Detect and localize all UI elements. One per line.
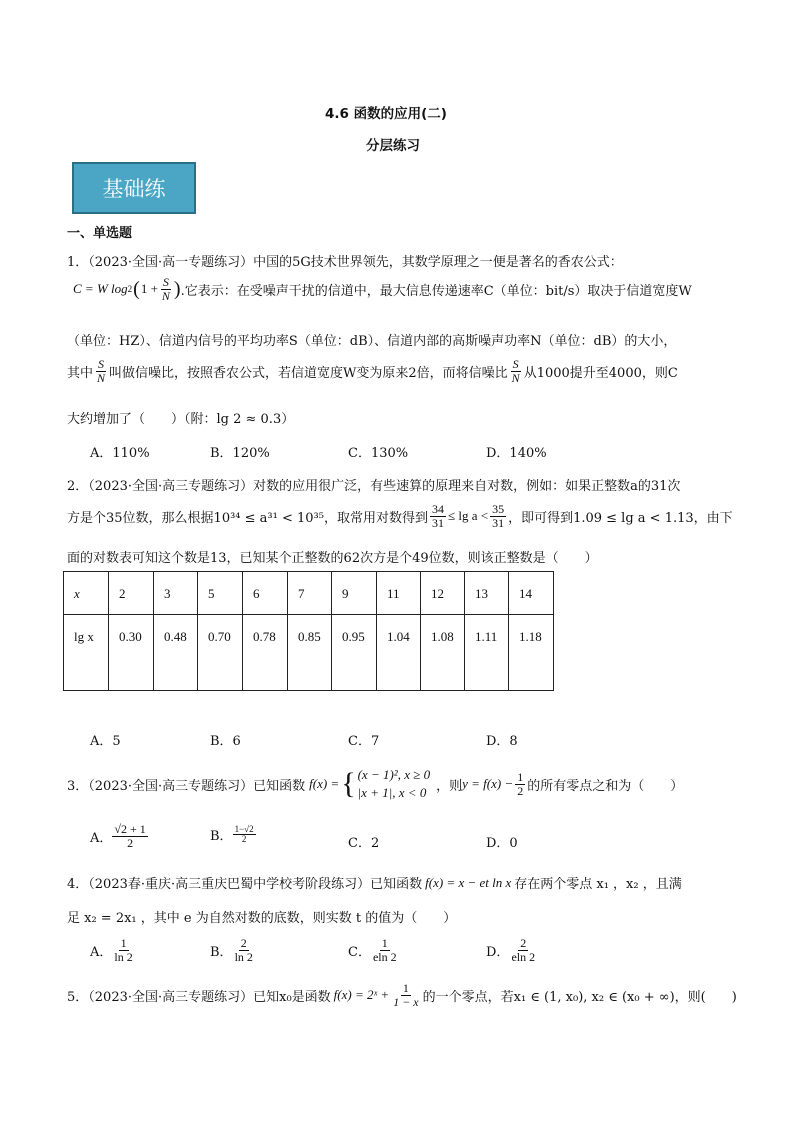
table-cell: 6	[243, 572, 288, 615]
table-row	[64, 572, 554, 615]
table-cell: 11	[377, 572, 421, 615]
q2-option-a[interactable]: A．5	[90, 734, 121, 749]
q4-option-d-den: eln 2	[511, 949, 536, 964]
q1-line3: （单位：HZ）、信道内信号的平均功率S（单位：dB）、信道内部的高斯噪声功率N（单位：dB）的大小，	[67, 334, 677, 349]
q1-snr-den: N	[97, 370, 106, 385]
q3-brace: {	[341, 767, 356, 800]
q3-half	[515, 771, 525, 797]
q3-option-b-label: B．	[210, 829, 233, 845]
q2-option-b[interactable]: B．6	[210, 734, 241, 749]
q3-half-den: 2	[517, 783, 524, 798]
q4-option-c-label: C．	[348, 944, 371, 960]
q4-option-d-fraction	[509, 937, 537, 963]
q3-option-b-num: 1−√2	[234, 824, 254, 834]
table-cell: 13	[465, 572, 509, 615]
q5-line	[67, 982, 737, 1008]
q1-line5: 大约增加了（ ）（附：lg 2 ≈ 0.3）	[67, 412, 295, 427]
q3-cases	[358, 766, 431, 801]
q5-fraction	[391, 982, 420, 1008]
table-cell: 0.70	[198, 615, 243, 691]
table-cell: 1.18	[509, 615, 554, 691]
q4-option-a-den: ln 2	[114, 949, 133, 964]
q1-line4	[67, 358, 678, 384]
q1-line2	[73, 276, 692, 302]
table-cell: 2	[109, 572, 154, 615]
q1-frac-num: S	[162, 275, 169, 289]
q3-prefix: 3．（2023·全国·高三专题练习）已知函数	[67, 778, 306, 794]
q3-fx: f(x) =	[309, 776, 340, 791]
q4-option-c[interactable]	[348, 937, 399, 963]
q4-option-d-label: D．	[486, 944, 510, 960]
q1-option-c[interactable]: C．130%	[348, 446, 409, 461]
q2-line2	[67, 503, 733, 529]
table-cell: 3	[154, 572, 198, 615]
q2-frac1-den: 31	[431, 515, 444, 530]
q1-one-plus: 1 +	[140, 281, 158, 297]
table-cell: 0.95	[332, 615, 377, 691]
q1-frac-den: N	[161, 288, 170, 303]
table-cell: 0.78	[243, 615, 288, 691]
q1-option-b[interactable]: B．120%	[210, 446, 270, 461]
table-cell: 14	[509, 572, 554, 615]
table-cell: 1.08	[421, 615, 465, 691]
q3-option-c[interactable]: C．2	[348, 836, 380, 851]
q3-option-a-den: 2	[127, 835, 134, 850]
page-subtitle: 分层练习	[366, 138, 420, 154]
q5-function: f(x) = 2ˣ +	[333, 987, 390, 1003]
q3-option-a-num: √2 + 1	[114, 822, 146, 836]
table-cell: 1.04	[377, 615, 421, 691]
q1-snr-fraction	[95, 358, 107, 384]
q4-option-a-label: A．	[90, 944, 113, 960]
q1-option-d[interactable]: D．140%	[486, 446, 547, 461]
q4-option-a[interactable]	[90, 937, 135, 963]
q3-option-a-label: A．	[90, 830, 113, 846]
q1-paren-close: )	[173, 277, 181, 300]
q4-line1-b: 存在两个零点 x₁ ，x₂ ，且满	[514, 877, 682, 892]
log-table	[63, 571, 554, 691]
q4-option-c-fraction	[371, 937, 399, 963]
page-title: 4.6 函数的应用(二)	[325, 106, 447, 122]
table-cell: 7	[288, 572, 332, 615]
q4-line1	[67, 873, 682, 892]
q2-line2-b: ，即可得到1.09 ≤ lg a < 1.13，由下	[508, 510, 733, 526]
q3-suffix: 的所有零点之和为（ ）	[527, 778, 684, 794]
table-cell: 0.48	[154, 615, 198, 691]
table-cell: x	[64, 572, 109, 615]
table-cell: 0.30	[109, 615, 154, 691]
q3-option-d[interactable]: D．0	[486, 836, 518, 851]
q5-frac-num: 1	[402, 981, 409, 995]
q3-option-b-fraction	[233, 825, 256, 845]
q2-line1: 2．（2023·全国·高三专题练习）对数的应用很广泛，有些速算的原理来自对数，例如：如果正整数a的31次	[67, 479, 681, 494]
level-banner: 基础练	[72, 162, 196, 214]
q1-snr2-den: N	[511, 370, 520, 385]
q3-line	[67, 764, 683, 804]
q2-mid: ≤ lg a <	[447, 508, 489, 524]
q4-option-b-fraction	[233, 937, 255, 963]
q1-line4-a: 其中	[67, 365, 94, 381]
q1-line4-b: 叫做信噪比，按照香农公式，若信道宽度W变为原来2倍，而将信噪比	[109, 365, 508, 381]
table-cell: 5	[198, 572, 243, 615]
q1-option-a[interactable]: A．110%	[90, 446, 150, 461]
q1-snr2-num: S	[512, 357, 519, 371]
q3-option-b[interactable]	[210, 825, 256, 845]
q3-half-num: 1	[517, 769, 524, 784]
q2-frac1-num: 34	[431, 502, 444, 516]
q5-suffix: 的一个零点，若x₁ ∈ (1, x₀), x₂ ∈ (x₀ + ∞)，则( )	[422, 989, 737, 1005]
table-cell: 0.85	[288, 615, 332, 691]
section-heading: 一、单选题	[67, 226, 133, 241]
q1-line1: 1．（2023·全国·高一专题练习）中国的5G技术世界领先，其数学原理之一便是著名的香农公式：	[67, 255, 623, 270]
table-cell: 1.11	[465, 615, 509, 691]
q1-line2-rest: .它表示：在受噪声干扰的信道中，最大信息传递速率C（单位：bit/s）取决于信道宽度W	[180, 283, 692, 299]
table-row	[64, 615, 554, 691]
q4-option-a-num: 1	[120, 936, 127, 950]
table-cell: 9	[332, 572, 377, 615]
q4-option-b[interactable]	[210, 937, 255, 963]
q3-case2: |x + 1|, x < 0	[357, 785, 427, 800]
q5-prefix: 5．（2023·全国·高三专题练习）已知x₀是函数	[67, 989, 331, 1005]
q4-option-b-den: ln 2	[234, 949, 253, 964]
q3-case1: (x − 1)², x ≥ 0	[357, 767, 431, 783]
q4-line2: 足 x₂ = 2x₁ ，其中 e 为自然对数的底数，则实数 t 的值为（ ）	[67, 911, 457, 926]
q4-option-c-num: 1	[381, 936, 388, 950]
q2-frac1	[430, 503, 446, 529]
q2-line2-a: 方是个35位数，那么根据10³⁴ ≤ a³¹ < 10³⁵，取常用对数得到	[67, 510, 428, 526]
table-cell: 12	[421, 572, 465, 615]
q4-option-d[interactable]	[486, 937, 537, 963]
q1-snr-num: S	[98, 357, 105, 371]
q1-snr-fraction-2	[510, 358, 522, 384]
table-cell: lg x	[64, 615, 109, 691]
q4-option-c-den: eln 2	[372, 949, 397, 964]
q2-frac2	[490, 503, 506, 529]
q3-mid: ，则	[436, 778, 463, 794]
q1-line4-c: 从1000提升至4000，则C	[523, 365, 678, 381]
q4-option-b-label: B．	[210, 944, 233, 960]
q1-fraction	[160, 276, 172, 302]
q4-option-d-num: 2	[520, 936, 527, 950]
q2-option-c[interactable]: C．7	[348, 734, 380, 749]
q1-formula-sub: 2	[127, 284, 133, 295]
q3-option-b-den: 2	[241, 834, 247, 845]
q1-paren-open: (	[133, 277, 140, 300]
q4-option-a-fraction	[112, 937, 134, 963]
q2-frac2-num: 35	[492, 502, 505, 516]
q3-option-a-fraction	[112, 823, 147, 849]
q4-function: f(x) = x − et ln x	[425, 874, 512, 890]
q5-frac-den: 1 − x	[393, 994, 419, 1009]
q4-option-b-num: 2	[240, 936, 247, 950]
q3-y: y = f(x) −	[462, 776, 514, 791]
q3-option-a[interactable]	[90, 823, 148, 849]
q2-frac2-den: 31	[492, 515, 505, 530]
q1-formula-lhs: C = W log	[73, 281, 128, 297]
q2-line3: 面的对数表可知这个数是13，已知某个正整数的62次方是个49位数，则该正整数是（ ）	[67, 551, 598, 566]
q4-line1-a: 4．（2023春·重庆·高三重庆巴蜀中学校考阶段练习）已知函数	[67, 877, 423, 892]
q2-option-d[interactable]: D．8	[486, 734, 518, 749]
